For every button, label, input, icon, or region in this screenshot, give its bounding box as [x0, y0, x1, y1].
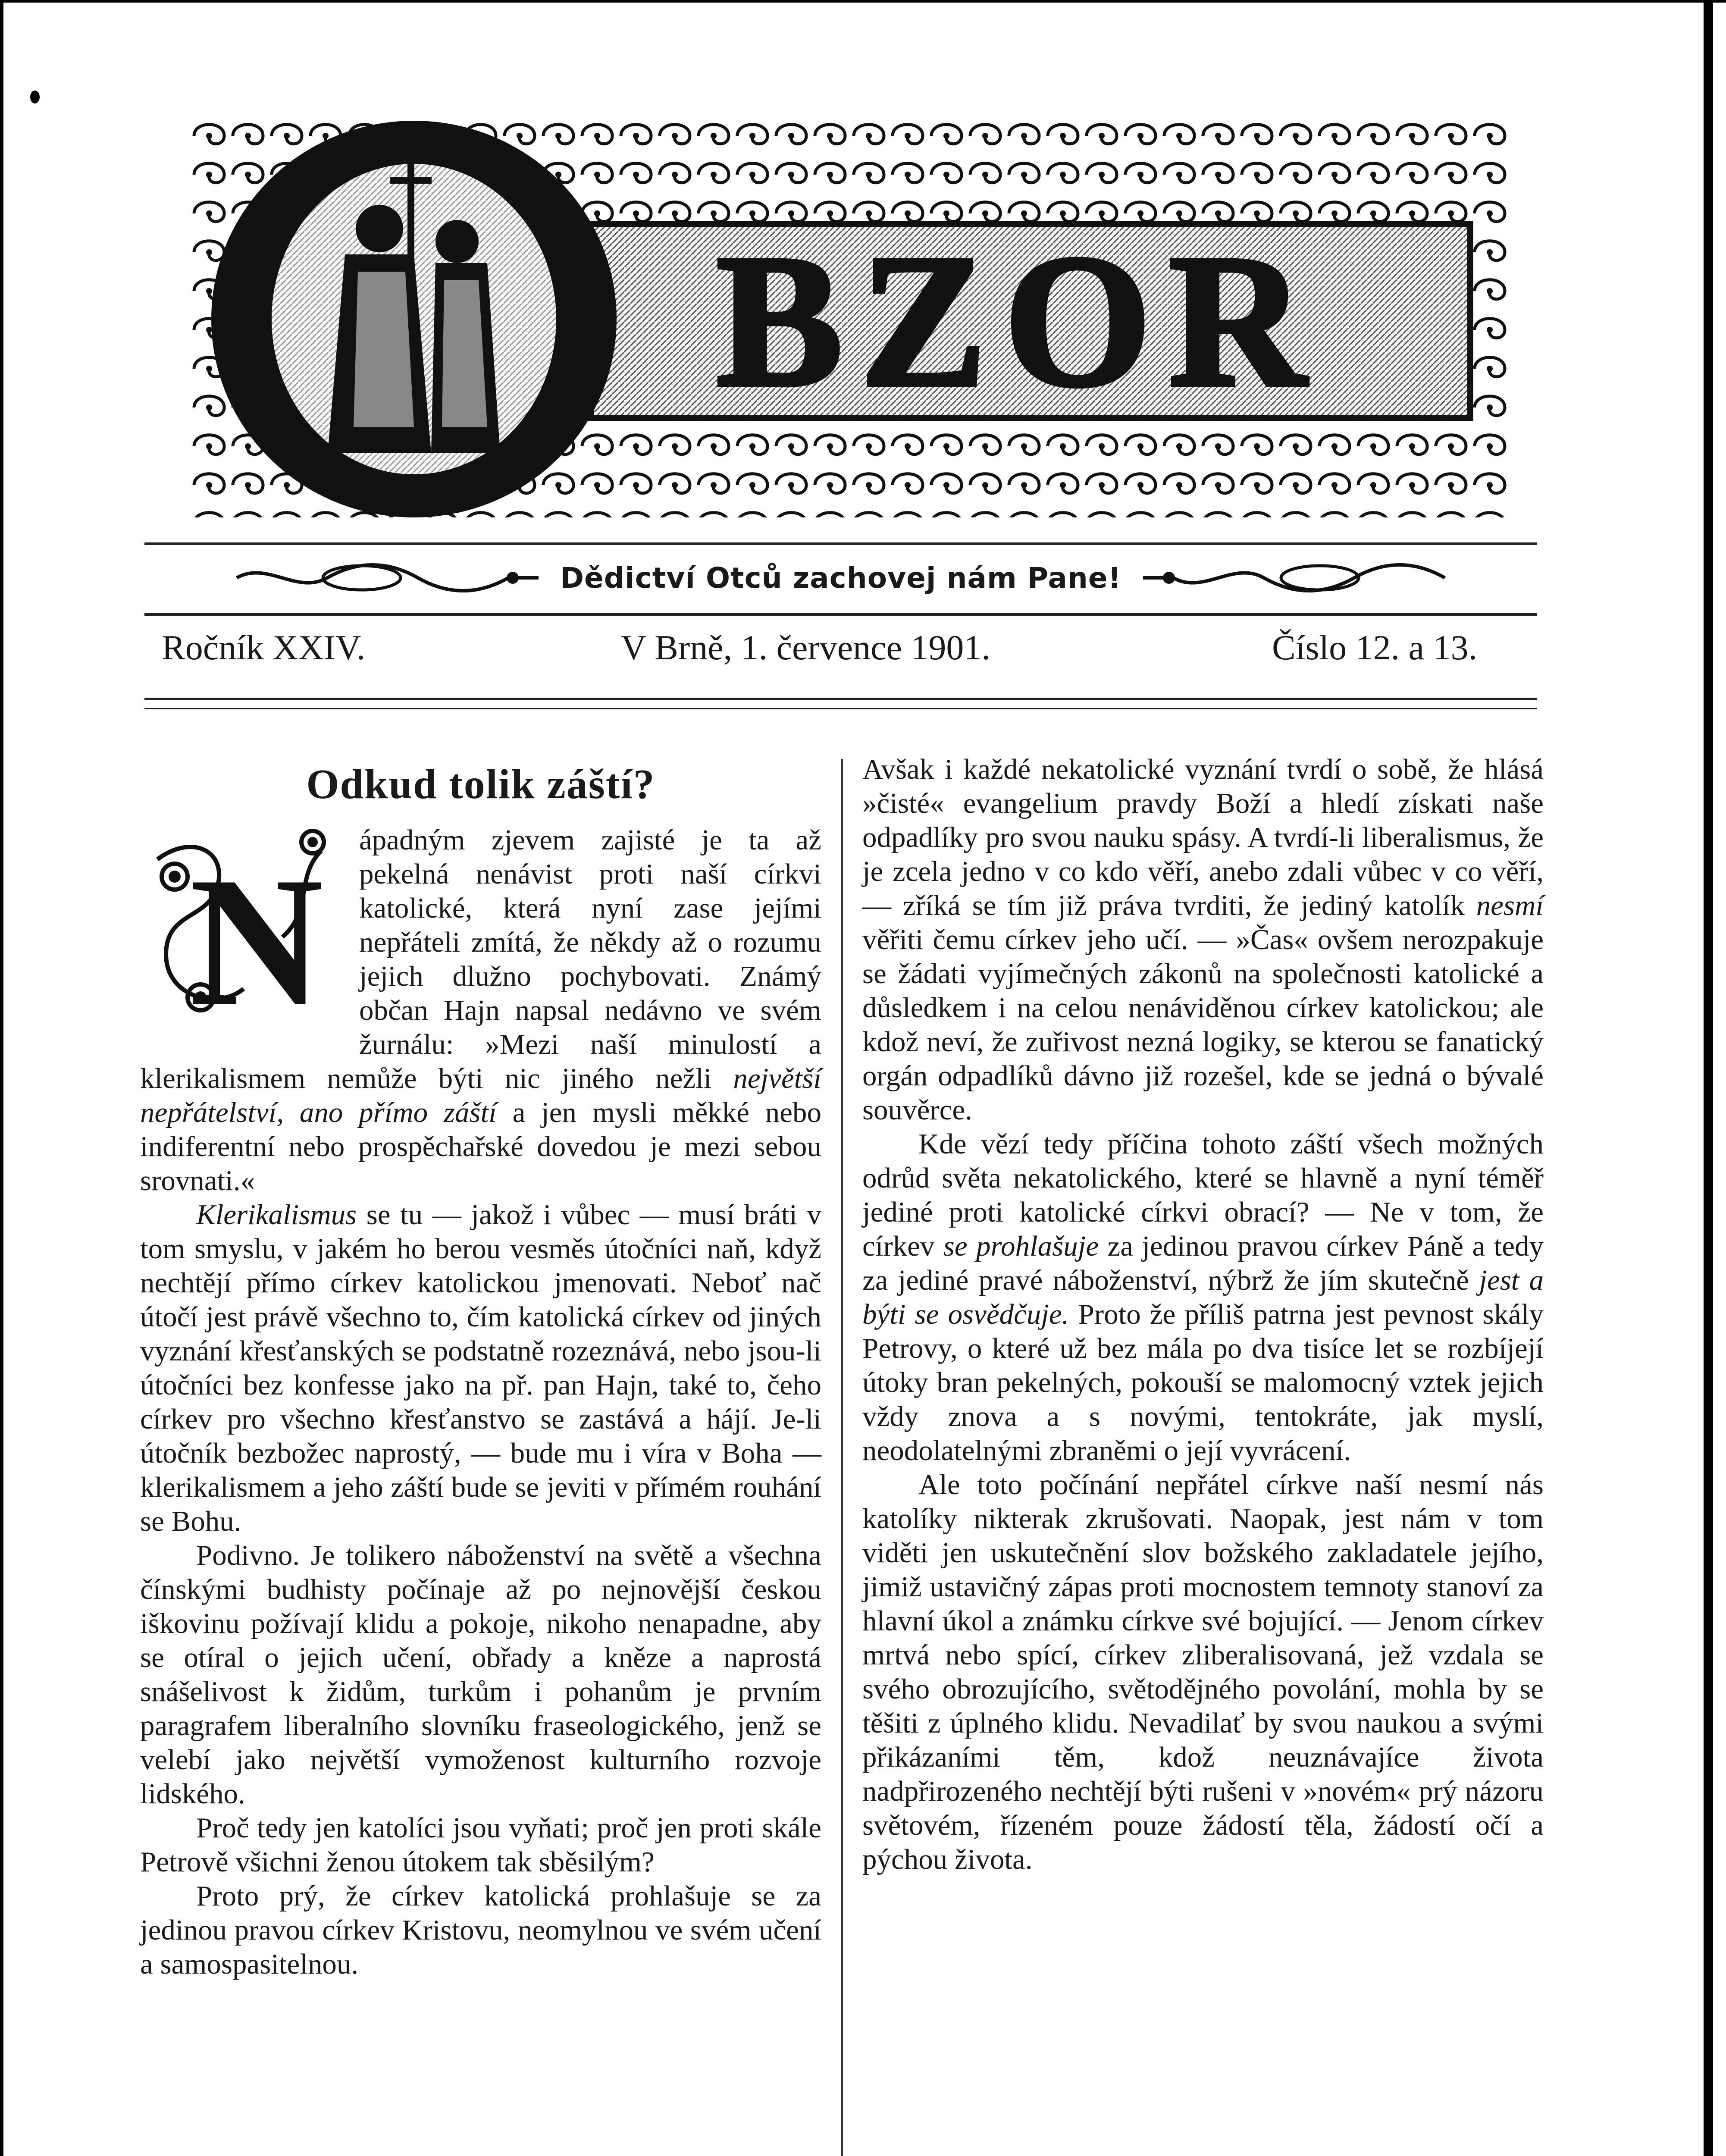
dropcap-letter: N	[189, 839, 324, 1028]
left-column	[140, 752, 821, 1981]
paragraph-1	[140, 823, 821, 1198]
paragraph-7	[862, 1127, 1544, 1468]
volume: Ročník XXIV.	[162, 628, 366, 667]
paragraph-2	[140, 1198, 821, 1539]
p7-text: Kde vězí tedy příčina tohoto záští všech možných odrůd světa nekatolického, které se hlavně a nyní téměř jediné proti katolické církvi obrací? — Ne v tom, že církev	[862, 1128, 1544, 1262]
issue-number: Číslo 12. a 13.	[1272, 628, 1478, 667]
paragraph-3: Podivno. Je tolikero náboženství na světě a všechna čínskými budhisty počínaje až po nejnovější českou iškovinu požívají klidu a pokoje, nikoho nenapadne, aby se otíral o jejich učení, obřady a kněze a naprostá snášelivost k židům, turkům i pohanům je prvním paragrafem liberalního slovníku fraseologického, jenž se velebí jako největší vymoženost kulturního rozvoje lidského.	[140, 1539, 821, 1810]
rule-double-1	[144, 698, 1537, 700]
left-flourish-icon	[232, 558, 543, 597]
column-divider	[841, 759, 843, 2156]
p7-mid: za jedinou pravou církev Páně a tedy za jediné pravé náboženství, nýbrž že jím skutečně	[862, 1230, 1544, 1296]
p7-emph: se prohlašuje	[943, 1230, 1099, 1262]
p7-emph2: jest a býti se osvědčuje.	[862, 1264, 1544, 1330]
p1-text: ápadným zjevem zajisté je ta až pekelná nenávist proti naší církvi katolické, která nyní zase jejími nepřáteli zmítá, že někdy až o rozumu jejich dlužno pochybovati. Známý občan Hajn napsal nedávno ve svém žurnálu: »Mezi naší minulostí a klerikalismem nemůže býti nic jiného nežli	[140, 824, 821, 1094]
rule-top	[144, 542, 1537, 545]
right-flourish-icon	[1139, 558, 1449, 597]
dropcap-flower-icon	[140, 825, 343, 1028]
motto-row	[144, 554, 1537, 602]
p1-rest: a jen mysli měkké nebo indiferentní nebo prospěchařské dovedou je mezi sebou srovnati.«	[140, 1097, 821, 1197]
p1-emph: největší nepřátelství, ano přímo záští	[140, 1062, 821, 1128]
issue-info	[162, 627, 1524, 675]
p6-text: Avšak i každé nekatolické vyznání tvrdí o sobě, že hlásá »čisté« evangelium pravdy Boží a hledí získati naše odpadlíky pro svou nauku spásy. A tvrdí-li liberalismus, že je zcela jedno v co kdo věří, anebo zdali vůbec v co věří, — zříká se tím již práva tvrditi, že jediný katolík	[862, 753, 1544, 921]
paragraph-4: Proč tedy jen katolíci jsou vyňati; proč jen proti skále Petrově všichni ženou útokem tak sběsilým?	[140, 1812, 821, 1878]
paragraph-8: Ale toto počínání nepřátel církve naší nesmí nás katolíky nikterak zkrušovati. Naopak, jest nám v tom viděti jen uskutečnění slov božského zakladatele jejího, jimiž ustavičný zápas proti mocnostem temnoty stanoví za hlavní úkol a známku církve své bojující. — Jenom církev mrtvá nebo spící, církev zliberalisovaná, jež vzdala se svého obrozujícího, světodějného povolání, mohla by se těšiti z úplného klidu. Nevadilať by svou naukou a svými přikázaními těm, kdož neuznávajíce života nadpřirozeného nechtějí býti rušeni v »novém« prý názoru světovém, řízeném pouze žádostí těla, žádostí očí a pýchou života.	[862, 1469, 1544, 1875]
scan-border-right	[1704, 0, 1713, 2156]
dropcap-ornament	[140, 825, 343, 1028]
article-title: Odkud tolik záští?	[306, 761, 655, 808]
scan-border-top	[0, 0, 1726, 3]
scan-border-left	[0, 0, 3, 2156]
masthead-title: BZOR	[716, 216, 1323, 426]
p2-emph: Klerikalismus	[196, 1199, 357, 1231]
p7-rest: Proto že příliš patrna jest pevnost skály Petrovy, o které už bez mála po dva tisíce let se rozbíjejí útoky bran pekelných, pokouší se malomocný vztek jejich vždy znova a s novými, tentokráte, jak myslí, neodolatelnými zbraněmi o její vyvrácení.	[862, 1298, 1544, 1467]
place-date: V Brně, 1. července 1901.	[621, 628, 990, 667]
paragraph-6	[862, 752, 1544, 1127]
p2-rest: se tu — jakož i vůbec — musí bráti v tom smyslu, v jakém ho berou vesměs útočníci naň, když nechtějí přímo církev katolickou jmenovati. Neboť nač útočí jest právě všechno to, čím katolická církev od jiných vyznání křesťanských se podstatně rozeznává, nebo jsou-li útočníci bez konfesse jako na př. pan Hajn, také to, čeho církev pro všechno křesťanstvo se zastává a hájí. Je-li útočník bezbožec naprostý, — bude mu i víra v Boha — klerikalismem a jeho záští bude se jeviti v přímém rouhání se Bohu.	[140, 1199, 821, 1537]
right-column	[862, 752, 1544, 1877]
scan-speck	[30, 91, 40, 103]
motto: Dědictví Otců zachovej nám Pane!	[560, 561, 1121, 595]
p6-rest: věřiti čemu církev jeho učí. — »Čas« ovšem nerozpakuje se žádati vyjímečných zákonů na společnosti katolické a důsledkem i na celou nenáviděnou církev katolickou; ale kdož neví, že zuřivost nezná logiky, se kterou se fanatický orgán odpadlíků dávno již rozešel, kde se jedná o bývalé souvěrce.	[862, 924, 1544, 1126]
rule-mid	[144, 613, 1537, 616]
rule-double-2	[144, 708, 1537, 709]
paragraph-5: Proto prý, že církev katolická prohlašuje se za jedinou pravou církev Kristovu, neomylnou ve svém učení a samospasitelnou.	[140, 1880, 821, 1980]
p6-emph: nesmí	[1476, 890, 1544, 921]
